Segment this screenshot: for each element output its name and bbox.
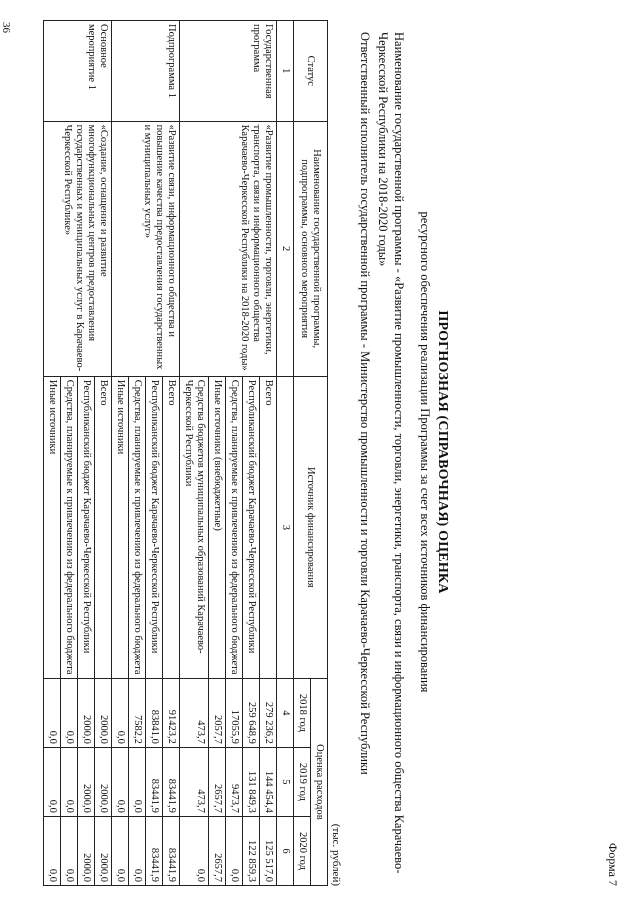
value-2020: 83441,9 [146,816,163,885]
col-number: 6 [277,816,294,885]
source-cell: Всего [163,376,180,678]
value-2018: 91423,2 [163,678,180,747]
source-cell: Республиканский бюджет Карачаево-Черкесской Республики [243,376,260,678]
status-cell: Основное мероприятие 1 [44,21,112,122]
source-cell: Средства, планируемые к привлечению из федерального бюджета [129,376,146,678]
col-number: 5 [277,747,294,816]
program-name-paragraph: Наименование государственной программы - «Развитие промышленности, торговли, энергетики, транспорта, связи и информационного общества Карачаево-Черкесской Республики на 2018-2020 годы» [376,32,406,874]
value-2019: 131 849,3 [243,747,260,816]
value-2020: 0,0 [44,816,61,885]
header-year-2018: 2018 год [294,678,311,747]
document-title: ПРОГНОЗНАЯ (СПРАВОЧНАЯ) ОЦЕНКА [435,310,450,594]
value-2018: 0,0 [44,678,61,747]
value-2018: 0,0 [61,678,78,747]
value-2019: 0,0 [44,747,61,816]
value-2019: 473,7 [180,747,209,816]
source-cell: Всего [95,376,112,678]
col-number: 4 [277,678,294,747]
value-2020: 2000,0 [95,816,112,885]
value-2020: 125 517,0 [260,816,277,885]
executor-paragraph: Ответственный исполнитель государственной программы - Министерство промышленности и торговли Карачаево-Черкесской Республики [358,32,372,775]
value-2018: 7582,2 [129,678,146,747]
page-number: 36 [0,22,12,33]
value-2019: 83441,9 [146,747,163,816]
value-2018: 83841,0 [146,678,163,747]
value-2020: 0,0 [226,816,243,885]
col-number: 2 [277,121,294,376]
value-2020: 0,0 [180,816,209,885]
value-2019: 2000,0 [78,747,95,816]
value-2019: 83441,9 [163,747,180,816]
header-status: Статус [294,21,328,122]
value-2020: 2657,7 [209,816,226,885]
source-cell: Иные источники [112,376,129,678]
value-2020: 83441,9 [163,816,180,885]
source-cell: Республиканский бюджет Карачаево-Черкесской Республики [146,376,163,678]
form-label: Форма 7 [606,842,620,886]
value-2018: 2057,7 [209,678,226,747]
value-2019: 144 454,4 [260,747,277,816]
value-2020: 2000,0 [78,816,95,885]
header-name: Наименование государственной программы, подпрограммы, основного мероприятия [294,121,328,376]
units-label: (тыс. рублей) [330,823,342,886]
value-2018: 0,0 [112,678,129,747]
value-2020: 0,0 [112,816,129,885]
table-row [260,21,277,886]
source-cell: Иные источники (внебюджетные) [209,376,226,678]
header-estimate: Оценка расходов [311,678,328,885]
value-2018: 279 236,2 [260,678,277,747]
value-2020: 0,0 [129,816,146,885]
header-year-2019: 2019 год [294,747,311,816]
value-2019: 0,0 [129,747,146,816]
value-2019: 0,0 [112,747,129,816]
value-2019: 0,0 [61,747,78,816]
program-name-cell: «Создание, оснащение и развитие многофункциональных центров предоставления государственных и муниципальных услуг в Карачаево-Черкесской Республике» [44,121,112,376]
source-cell: Средства бюджетов муниципальных образований Карачаево-Черкесской Республики [180,376,209,678]
value-2018: 2000,0 [78,678,95,747]
col-number: 1 [277,21,294,122]
value-2019: 2000,0 [95,747,112,816]
table-row [163,21,180,886]
value-2019: 2657,7 [209,747,226,816]
value-2018: 2000,0 [95,678,112,747]
col-number: 3 [277,376,294,678]
document-sheet [20,12,620,892]
source-cell: Средства, планируемые к привлечению из федерального бюджета [61,376,78,678]
value-2018: 473,7 [180,678,209,747]
source-cell: Всего [260,376,277,678]
table-row [95,21,112,886]
source-cell: Иные источники [44,376,61,678]
value-2020: 122 859,3 [243,816,260,885]
header-year-2020: 2020 год [294,816,311,885]
funding-table [43,20,328,886]
value-2018: 17055,9 [226,678,243,747]
document-subtitle: ресурсного обеспечения реализации Программы за счет всех источников финансирования [418,211,432,693]
source-cell: Республиканский бюджет Карачаево-Черкесской Республики [78,376,95,678]
value-2020: 0,0 [61,816,78,885]
header-source: Источник финансирования [294,376,328,678]
status-cell: Государственная программа [180,21,277,122]
program-name-cell: «Развитие связи, информационного общества и повышение качества предоставления государственных и муниципальных услуг» [112,121,180,376]
source-cell: Средства, планируемые к привлечению из федерального бюджета [226,376,243,678]
status-cell: Подпрограмма 1 [112,21,180,122]
program-name-cell: «Развитие промышленности, торговли, энергетики, транспорта, связи и информационного общества Карачаево-Черкесской Республики на 2018-2020 годы» [180,121,277,376]
value-2019: 9473,7 [226,747,243,816]
value-2018: 259 648,9 [243,678,260,747]
